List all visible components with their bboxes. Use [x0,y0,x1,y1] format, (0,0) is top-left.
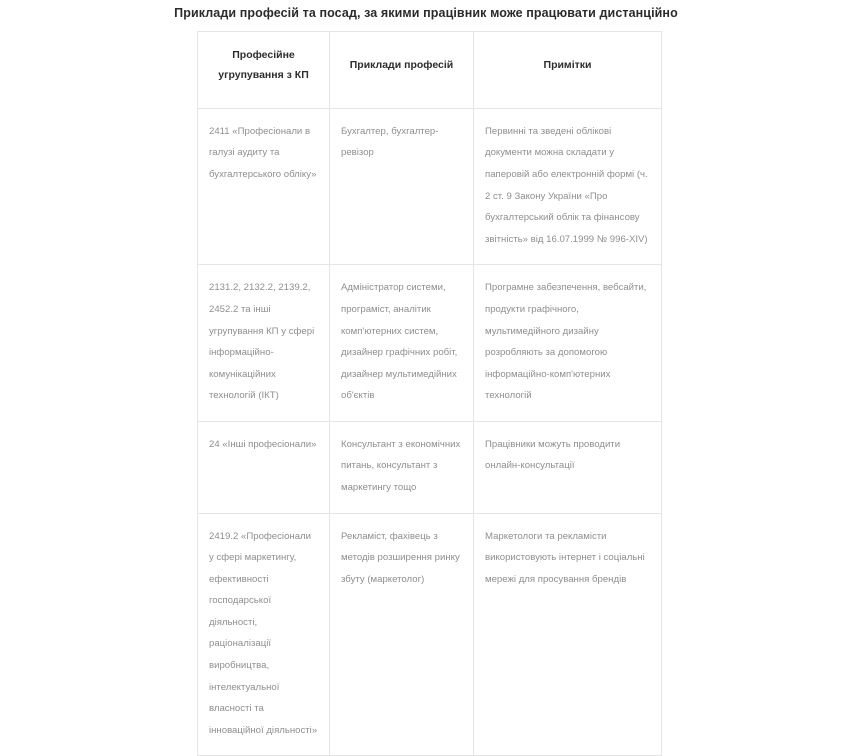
cell-profession-examples: Адміністратор системи, програміст, аналітик комп'ютерних систем, дизайнер графічних робіт, дизайнер мультимедійних об'єктів [330,265,474,421]
cell-profession-examples: Рекламіст, фахівець з методів розширення ринку збуту (маркетолог) [330,513,474,756]
cell-profession-examples: Консультант з економічних питань, консультант з маркетингу тощо [330,421,474,513]
column-header-notes: Примітки [474,32,662,109]
cell-notes: Маркетологи та рекламісти використовують інтернет і соціальні мережі для просування брендів [474,513,662,756]
cell-notes: Первинні та зведені облікові документи можна складати у паперовій або електронній формі (ч. 2 ст. 9 Закону України «Про бухгалтерський облік та фінансову звітність» від 16.07.1999 № 996-XIV) [474,108,662,264]
cell-occupational-group: 2411 «Професіонали в галузі аудиту та бухгалтерського обліку» [198,108,330,264]
table-header [198,32,662,109]
column-header-profession-examples: Приклади професій [330,32,474,109]
cell-occupational-group: 24 «Інші професіонали» [198,421,330,513]
table-row [198,108,662,264]
cell-occupational-group: 2131.2, 2132.2, 2139.2, 2452.2 та інші угрупування КП у сфері інформаційно-комунікаційних технологій (ІКТ) [198,265,330,421]
table-container [197,31,661,756]
cell-profession-examples: Бухгалтер, бухгалтер-ревізор [330,108,474,264]
professions-table [197,31,662,756]
cell-occupational-group: 2419.2 «Професіонали у сфері маркетингу, ефективності господарської діяльності, раціоналізації виробництва, інтелектуальної власності та інноваційної діяльності» [198,513,330,756]
table-row [198,265,662,421]
table-row [198,513,662,756]
table-header-row [198,32,662,109]
cell-notes: Працівники можуть проводити онлайн-консультації [474,421,662,513]
cell-notes: Програмне забезпечення, вебсайти, продукти графічного, мультимедійного дизайну розробляють за допомогою інформаційно-комп'ютерних технологій [474,265,662,421]
column-header-occupational-group: Професійне угрупування з КП [198,32,330,109]
table-body [198,108,662,755]
table-row [198,421,662,513]
page-title: Приклади професій та посад, за якими працівник може працювати дистанційно [174,6,678,20]
